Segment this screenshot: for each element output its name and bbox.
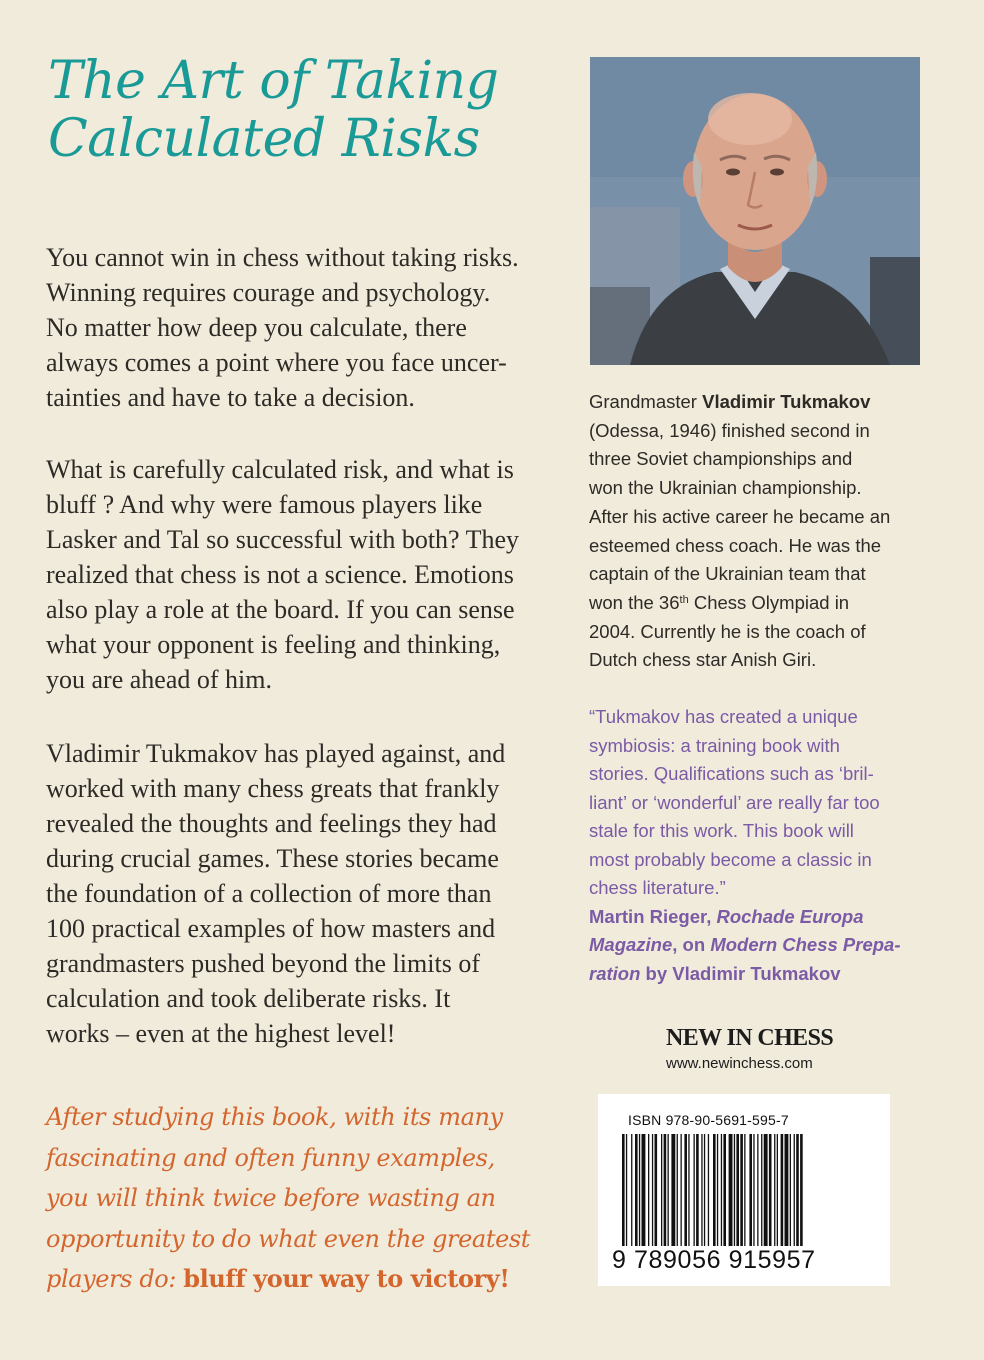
- author-bio: [589, 388, 929, 675]
- text-line: What is carefully calculated risk, and what is: [46, 455, 514, 484]
- text-line: bluff ? And why were famous players like: [46, 490, 483, 519]
- text-line: during crucial games. These stories became: [46, 844, 499, 873]
- text-line: worked with many chess greats that frankly: [46, 774, 500, 803]
- barcode-bar: [753, 1134, 754, 1246]
- barcode-bar: [704, 1134, 705, 1246]
- closing-prefix: players do:: [46, 1265, 184, 1293]
- barcode-bar: [635, 1134, 638, 1246]
- bio-prefix: Grandmaster: [589, 391, 703, 412]
- text-line: 100 practical examples of how masters and: [46, 914, 496, 943]
- text-line: [589, 589, 929, 618]
- quote-attribution: [589, 903, 934, 932]
- text-line: esteemed chess coach. He was the: [589, 534, 882, 556]
- barcode-bar: [749, 1134, 752, 1246]
- barcode-bar: [677, 1134, 678, 1246]
- text-line: calculation and took deliberate risks. It: [46, 984, 451, 1013]
- barcode-icon: [612, 1134, 848, 1246]
- text-line: (Odessa, 1946) finished second in: [589, 419, 870, 441]
- barcode-bar: [661, 1134, 662, 1246]
- barcode-bar: [701, 1134, 702, 1246]
- text-line: opportunity to do what even the greatest: [46, 1224, 531, 1253]
- text-line: 2004. Currently he is the coach of: [589, 620, 866, 642]
- text-line: grandmasters pushed beyond the limits of: [46, 949, 480, 978]
- barcode-bar: [713, 1134, 716, 1246]
- attr-text: , on: [672, 934, 711, 955]
- barcode-panel: [598, 1094, 890, 1286]
- barcode-bar: [648, 1134, 649, 1246]
- text-line: symbiosis: a training book with: [589, 734, 840, 756]
- publisher-name: NEW IN CHESS: [666, 1025, 834, 1051]
- text-line: won the Ukrainian championship.: [589, 477, 862, 499]
- text-line: [589, 388, 929, 417]
- barcode-bar: [736, 1134, 739, 1246]
- bio-olympiad-prefix: won the 36: [589, 591, 680, 613]
- text-line: you will think twice before wasting an: [46, 1184, 496, 1212]
- text-line: fascinating and often funny examples,: [46, 1143, 495, 1172]
- barcode-bar: [652, 1134, 653, 1246]
- text-line: stories. Qualifications such as ‘bril-: [589, 763, 874, 784]
- quote-attribution: [589, 960, 934, 989]
- text-line: stale for this work. This book will: [589, 820, 854, 841]
- text-line: chess literature.”: [589, 877, 726, 898]
- text-line: you are ahead of him.: [46, 665, 272, 694]
- barcode-bar: [800, 1134, 803, 1246]
- text-line: captain of the Ukrainian team that: [589, 563, 866, 585]
- isbn-label: ISBN 978-90-5691-595-7: [628, 1112, 789, 1128]
- barcode-bar: [769, 1134, 772, 1246]
- text-line: Vladimir Tukmakov has played against, and: [46, 739, 506, 768]
- barcode-bar: [642, 1134, 646, 1246]
- barcode-bar: [764, 1134, 768, 1246]
- barcode-bar: [777, 1134, 778, 1246]
- attr-text: Martin Rieger,: [589, 905, 717, 927]
- quote-attribution: [589, 931, 934, 960]
- barcode-bar: [655, 1134, 658, 1246]
- barcode-bar: [694, 1134, 695, 1246]
- text-line: You cannot win in chess without taking risks.: [46, 243, 519, 272]
- intro-paragraph: [46, 240, 556, 415]
- barcode-bar: [696, 1134, 699, 1246]
- book-title: [48, 52, 568, 168]
- text-line: the foundation of a collection of more than: [46, 879, 492, 908]
- barcode-bar: [794, 1134, 795, 1246]
- text-line: works – even at the highest level!: [46, 1019, 396, 1048]
- publisher-logo: [666, 1025, 846, 1073]
- text-line: After studying this book, with its many: [46, 1103, 503, 1131]
- barcode-bar: [668, 1134, 669, 1246]
- barcode-bar: [708, 1134, 709, 1246]
- barcode-bar: [681, 1134, 682, 1246]
- closing-statement: [46, 1097, 556, 1300]
- barcode-bar: [734, 1134, 735, 1246]
- text-line: revealed the thoughts and feelings they had: [46, 809, 497, 838]
- attr-text: by Vladimir Tukmakov: [640, 962, 841, 984]
- barcode-bar: [774, 1134, 775, 1246]
- text-line: most probably become a classic in: [589, 848, 872, 870]
- barcode-bar: [744, 1134, 745, 1246]
- barcode-bar: [664, 1134, 667, 1246]
- barcode-bar: [729, 1134, 733, 1246]
- text-line: Winning requires courage and psychology.: [46, 278, 491, 307]
- text-line: always comes a point where you face uncer-: [46, 348, 507, 377]
- text-line: After his active career he became an: [589, 505, 891, 527]
- barcode-bar: [723, 1134, 726, 1246]
- barcode-bar: [740, 1134, 743, 1246]
- attr-italic: Rochade Europa: [716, 905, 864, 927]
- attr-italic: ration: [589, 962, 641, 984]
- text-line: liant’ or ‘wonderful’ are really far too: [589, 791, 880, 813]
- author-name: Vladimir Tukmakov: [702, 391, 871, 412]
- barcode-digits: 9 789056 915957: [612, 1246, 816, 1274]
- text-line: “Tukmakov has created a unique: [589, 706, 858, 727]
- barcode-bar: [639, 1134, 640, 1246]
- bio-olympiad-suffix: Chess Olympiad in: [688, 591, 850, 613]
- barcode-bar: [684, 1134, 687, 1246]
- text-line: also play a role at the board. If you can sense: [46, 595, 515, 624]
- barcode-bar: [757, 1134, 758, 1246]
- publisher-url: www.newinchess.com: [666, 1055, 813, 1072]
- third-paragraph: [46, 736, 556, 1051]
- barcode-bar: [721, 1134, 722, 1246]
- barcode-bar: [626, 1134, 627, 1246]
- barcode-bar: [622, 1134, 625, 1246]
- second-paragraph: [46, 452, 556, 697]
- review-quote: [589, 703, 934, 988]
- text-line: three Soviet championships and: [589, 448, 853, 470]
- text-line: what your opponent is feeling and thinking,: [46, 630, 501, 659]
- closing-bold-tagline: bluff your way to victory!: [183, 1264, 510, 1293]
- attr-italic: Magazine: [589, 934, 673, 955]
- barcode-bar: [631, 1134, 632, 1246]
- text-line: No matter how deep you calculate, there: [46, 313, 467, 342]
- barcode-bar: [781, 1134, 784, 1246]
- author-photo: [590, 57, 920, 365]
- bio-superscript: th: [679, 593, 689, 606]
- barcode-bar: [785, 1134, 789, 1246]
- barcode-bar: [790, 1134, 791, 1246]
- text-line: [46, 1259, 556, 1300]
- text-line: Dutch chess star Anish Giri.: [589, 649, 817, 671]
- text-line: tainties and have to take a decision.: [46, 383, 415, 412]
- title-line-2: Calculated Risks: [48, 109, 480, 169]
- barcode-bar: [796, 1134, 799, 1246]
- attr-italic: Modern Chess Prepa-: [710, 934, 901, 955]
- text-line: Lasker and Tal so successful with both? They: [46, 525, 520, 554]
- title-line-1: The Art of Taking: [48, 51, 499, 111]
- barcode-bar: [761, 1134, 762, 1246]
- barcode-bar: [688, 1134, 689, 1246]
- text-line: realized that chess is not a science. Emotions: [46, 560, 514, 589]
- barcode-bar: [671, 1134, 675, 1246]
- barcode-bar: [717, 1134, 718, 1246]
